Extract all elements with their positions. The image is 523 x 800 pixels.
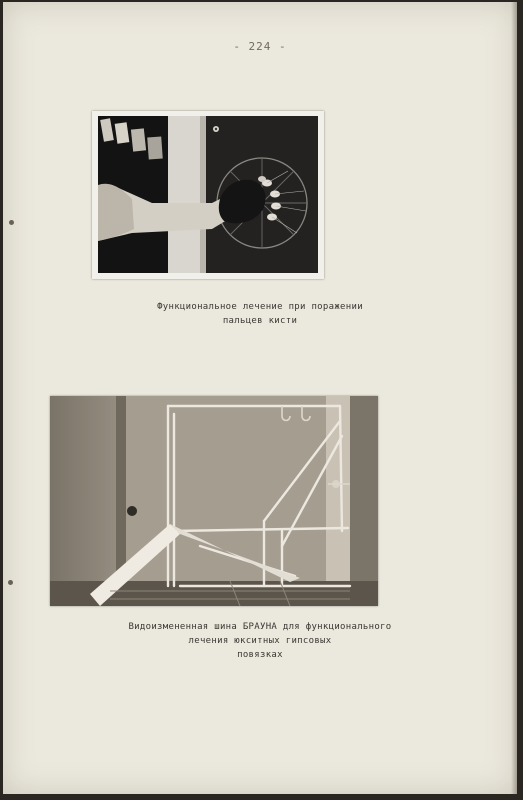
page-edge-shadow: [511, 2, 517, 794]
caption-line: повязках: [237, 650, 283, 660]
caption-line: пальцев кисти: [222, 316, 298, 326]
punch-hole: [9, 220, 14, 225]
page-number: - 224 -: [233, 40, 287, 53]
caption-line: лечения юкситных гипсовых: [188, 636, 332, 646]
punch-hole: [8, 580, 13, 585]
caption-line: Видоизмененная шина БРАУНА для функционального: [128, 622, 392, 632]
caption-line: Функциональное лечение при поражении: [157, 302, 363, 312]
photo-hand-finger-traction: [92, 111, 324, 279]
figure-1-caption: [3, 300, 517, 328]
figure-2-caption: [3, 620, 517, 662]
document-page: [3, 2, 517, 794]
photo-braun-splint: [50, 396, 378, 606]
